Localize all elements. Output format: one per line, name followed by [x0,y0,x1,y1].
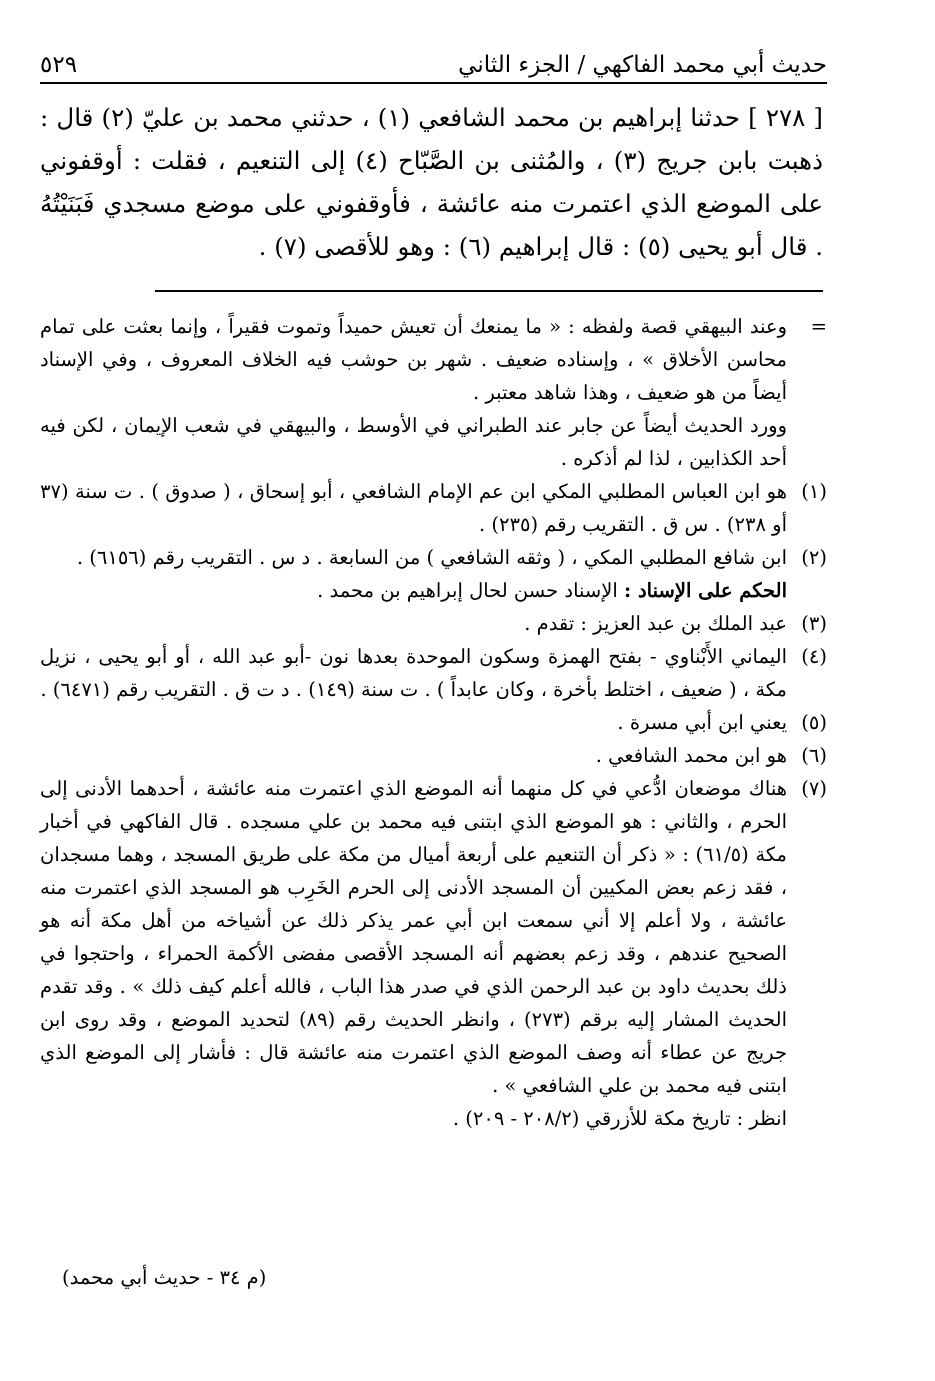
footnote-1 [40,475,827,541]
footnote-5 [40,706,827,739]
running-header [40,38,827,84]
footnote-2 [40,541,827,607]
ruling-text: الإسناد حسن لحال إبراهيم بن محمد . [317,579,618,602]
continuation-mark: = [810,315,827,338]
footnote-text: هناك موضعان ادُّعي في كل منهما أنه الموضع الذي اعتمرت منه عائشة ، أحدهما الأدنى إلى الحرم ، والثاني : هو الموضع الذي ابتنى فيه محمد بن علي مسجده . قال الفاكهي في أخبار مكة (٦١/٥) : « ذكر أن التنعيم على أربعة أميال من مكة على طريق المسجد ، وهما مسجدان ، فقد زعم بعض المكيين أن المسجد الأدنى إلى الحرم الخَرِب هو المسجد الذي اعتمرت منه عائشة ، ولا أعلم إلا أني سمعت ابن أبي عمر يذكر ذلك عن أشياخه من أهل مكة أنه هو الصحيح عندهم ، وقد زعم بعضهم أنه المسجد الأقصى مفضى الأكمة الحمراء ، واحتجوا في ذلك بحديث داود بن عبد الرحمن الذي في صدر هذا الباب ، فالله أعلم كيف ذلك » . وقد تقدم الحديث المشار إليه برقم (٢٧٣) ، وانظر الحديث رقم (٨٩) لتحديد الموضع ، وقد روى ابن جريج عن عطاء أنه وصف الموضع الذي اعتمرت منه عائشة قال : فأشار إلى الموضع الذي ابتنى فيه محمد بن علي الشافعي » . [40,777,788,1097]
continuation-text: وعند البيهقي قصة ولفظه : « ما يمنعك أن تعيش حميداً وتموت فقيراً ، وإنما بعثت على تمام محاسن الأخلاق » ، وإسناده ضعيف . شهر بن حوشب فيه الخلاف المعروف ، وفي الإسناد أيضاً من هو ضعيف ، وهذا شاهد معتبر . [40,315,787,404]
signature-line: (م ٣٤ - حديث أبي محمد) [62,1266,267,1289]
footnote-text: هو ابن محمد الشافعي . [595,744,787,767]
ruling-label: الحكم على الإسناد : [624,579,787,602]
footnote-7 [40,772,827,1135]
footnote-reference: انظر : تاريخ مكة للأزرقي (٢٠٨/٢ - ٢٠٩) . [452,1107,787,1130]
footnote-6 [40,739,827,772]
continuation-text-2: وورد الحديث أيضاً عن جابر عند الطبراني في الأوسط ، والبيهقي في شعب الإيمان ، لكن فيه أحد الكذابين ، لذا لم أذكره . [40,414,787,470]
footnote-number: (٧) [801,777,827,800]
footnote-number: (١) [801,480,827,503]
footnote-3 [40,607,827,640]
footnote-text: عبد الملك بن عبد العزيز : تقدم . [524,612,787,635]
footnote-number: (٢) [801,546,827,569]
header-title: حديث أبي محمد الفاكهي / الجزء الثاني [458,52,827,78]
footnote-number: (٥) [801,711,827,734]
footnote-number: (٦) [801,744,827,767]
footnotes [40,310,827,1135]
footnote-continuation [40,310,827,409]
footnote-number: (٣) [801,612,827,635]
footnote-text: اليماني الأَبْناوي - بفتح الهمزة وسكون الموحدة بعدها نون -أبو عبد الله ، أو أبو يحيى ، نزيل مكة ، ( ضعيف ، اختلط بأخرة ، وكان عابداً ) . ت سنة (١٤٩) . د ت ق . التقريب رقم (٦٤٧١) . [40,645,787,701]
footnote-separator [155,290,823,292]
footnote-4 [40,640,827,706]
hadith-paragraph: [ ٢٧٨ ] حدثنا إبراهيم بن محمد الشافعي (١) ، حدثني محمد بن عليّ (٢) قال : ذهبت بابن جريج (٣) ، والمُثنى بن الصَّبّاح (٤) إلى التنعيم ، فقلت : أوقفوني على الموضع الذي اعتمرت منه عائشة ، فأوقفوني على موضع مسجدي فَبَنَيْتُهُ . قال أبو يحيى (٥) : قال إبراهيم (٦) : وهو للأقصى (٧) . [40,103,823,261]
footnote-continuation-2 [40,409,827,475]
footnote-text: ابن شافع المطلبي المكي ، ( وثقه الشافعي ) من السابعة . د س . التقريب رقم (٦١٥٦) . [76,546,787,569]
page-number: ٥٢٩ [40,52,78,78]
footnote-text: يعني ابن أبي مسرة . [617,711,787,734]
main-text [40,96,823,268]
footnote-number: (٤) [801,645,827,668]
footnote-text: هو ابن العباس المطلبي المكي ابن عم الإمام الشافعي ، أبو إسحاق ، ( صدوق ) . ت سنة (٣٧ أو ٢٣٨) . س ق . التقريب رقم (٢٣٥) . [40,480,787,536]
